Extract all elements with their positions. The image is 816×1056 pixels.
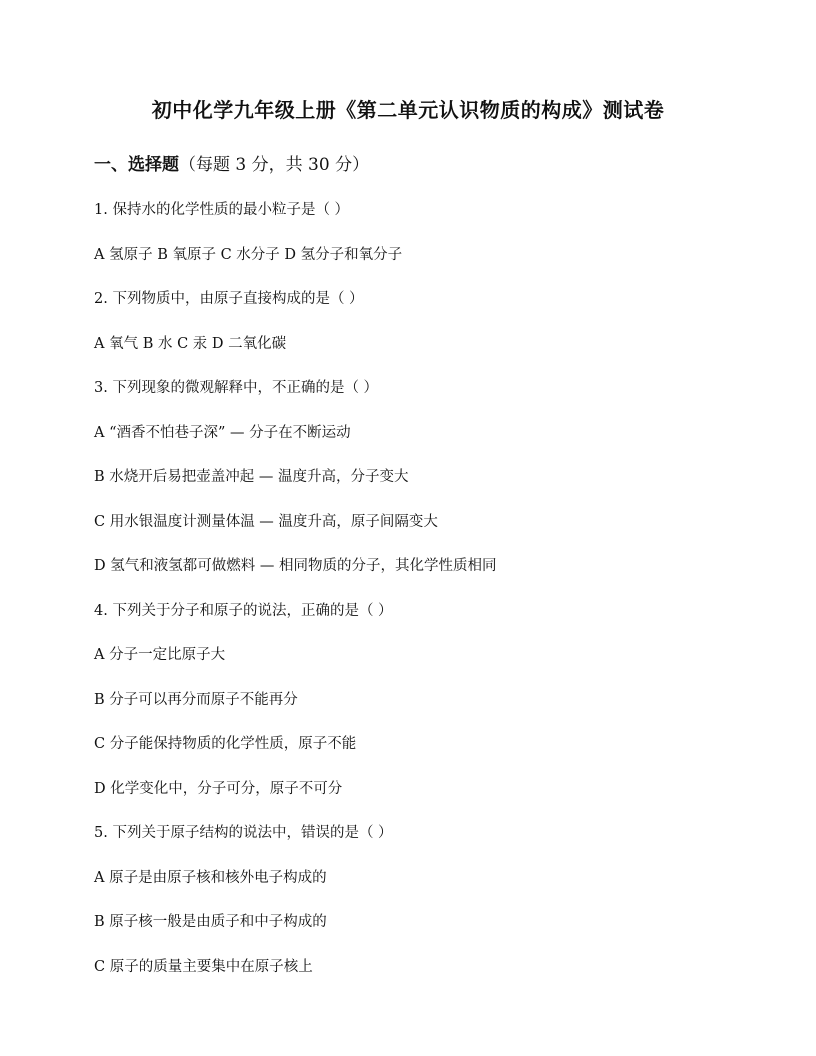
question-3-option-d: D 氢气和液氢都可做燃料 — 相同物质的分子，其化学性质相同 (94, 558, 497, 574)
question-5-option-b: B 原子核一般是由质子和中子构成的 (94, 914, 327, 930)
question-2: 2. 下列物质中，由原子直接构成的是（ ） (94, 291, 364, 307)
question-4: 4. 下列关于分子和原子的说法，正确的是（ ） (94, 602, 393, 619)
question-4-option-a: A 分子一定比原子大 (94, 647, 226, 663)
question-4-option-b: B 分子可以再分而原子不能再分 (94, 691, 298, 708)
question-3-option-b: B 水烧开后易把壶盖冲起 — 温度升高，分子变大 (94, 469, 409, 485)
question-5-option-c: C 原子的质量主要集中在原子核上 (94, 958, 313, 975)
section-title: 一、选择题 (94, 155, 179, 175)
question-5-option-a: A 原子是由原子核和核外电子构成的 (94, 869, 327, 886)
question-5: 5. 下列关于原子结构的说法中，错误的是（ ） (94, 825, 393, 841)
question-list (94, 198, 734, 999)
question-2-options: A 氧气 B 水 C 汞 D 二氧化碳 (94, 335, 287, 352)
section-note: （每题 3 分，共 30 分） (179, 155, 370, 175)
question-3-option-c: C 用水银温度计测量体温 — 温度升高，原子间隔变大 (94, 513, 438, 530)
question-4-option-c: C 分子能保持物质的化学性质，原子不能 (94, 736, 357, 752)
question-3: 3. 下列现象的微观解释中，不正确的是（ ） (94, 380, 379, 396)
section-heading (94, 150, 369, 175)
question-3-option-a: A “酒香不怕巷子深” — 分子在不断运动 (94, 424, 351, 441)
page-title: 初中化学九年级上册《第二单元认识物质的构成》测试卷 (151, 98, 665, 122)
question-4-option-d: D 化学变化中，分子可分，原子不可分 (94, 780, 343, 797)
question-1-options: A 氢原子 B 氧原子 C 水分子 D 氢分子和氧分子 (94, 246, 403, 263)
question-1: 1. 保持水的化学性质的最小粒子是（ ） (94, 202, 350, 218)
